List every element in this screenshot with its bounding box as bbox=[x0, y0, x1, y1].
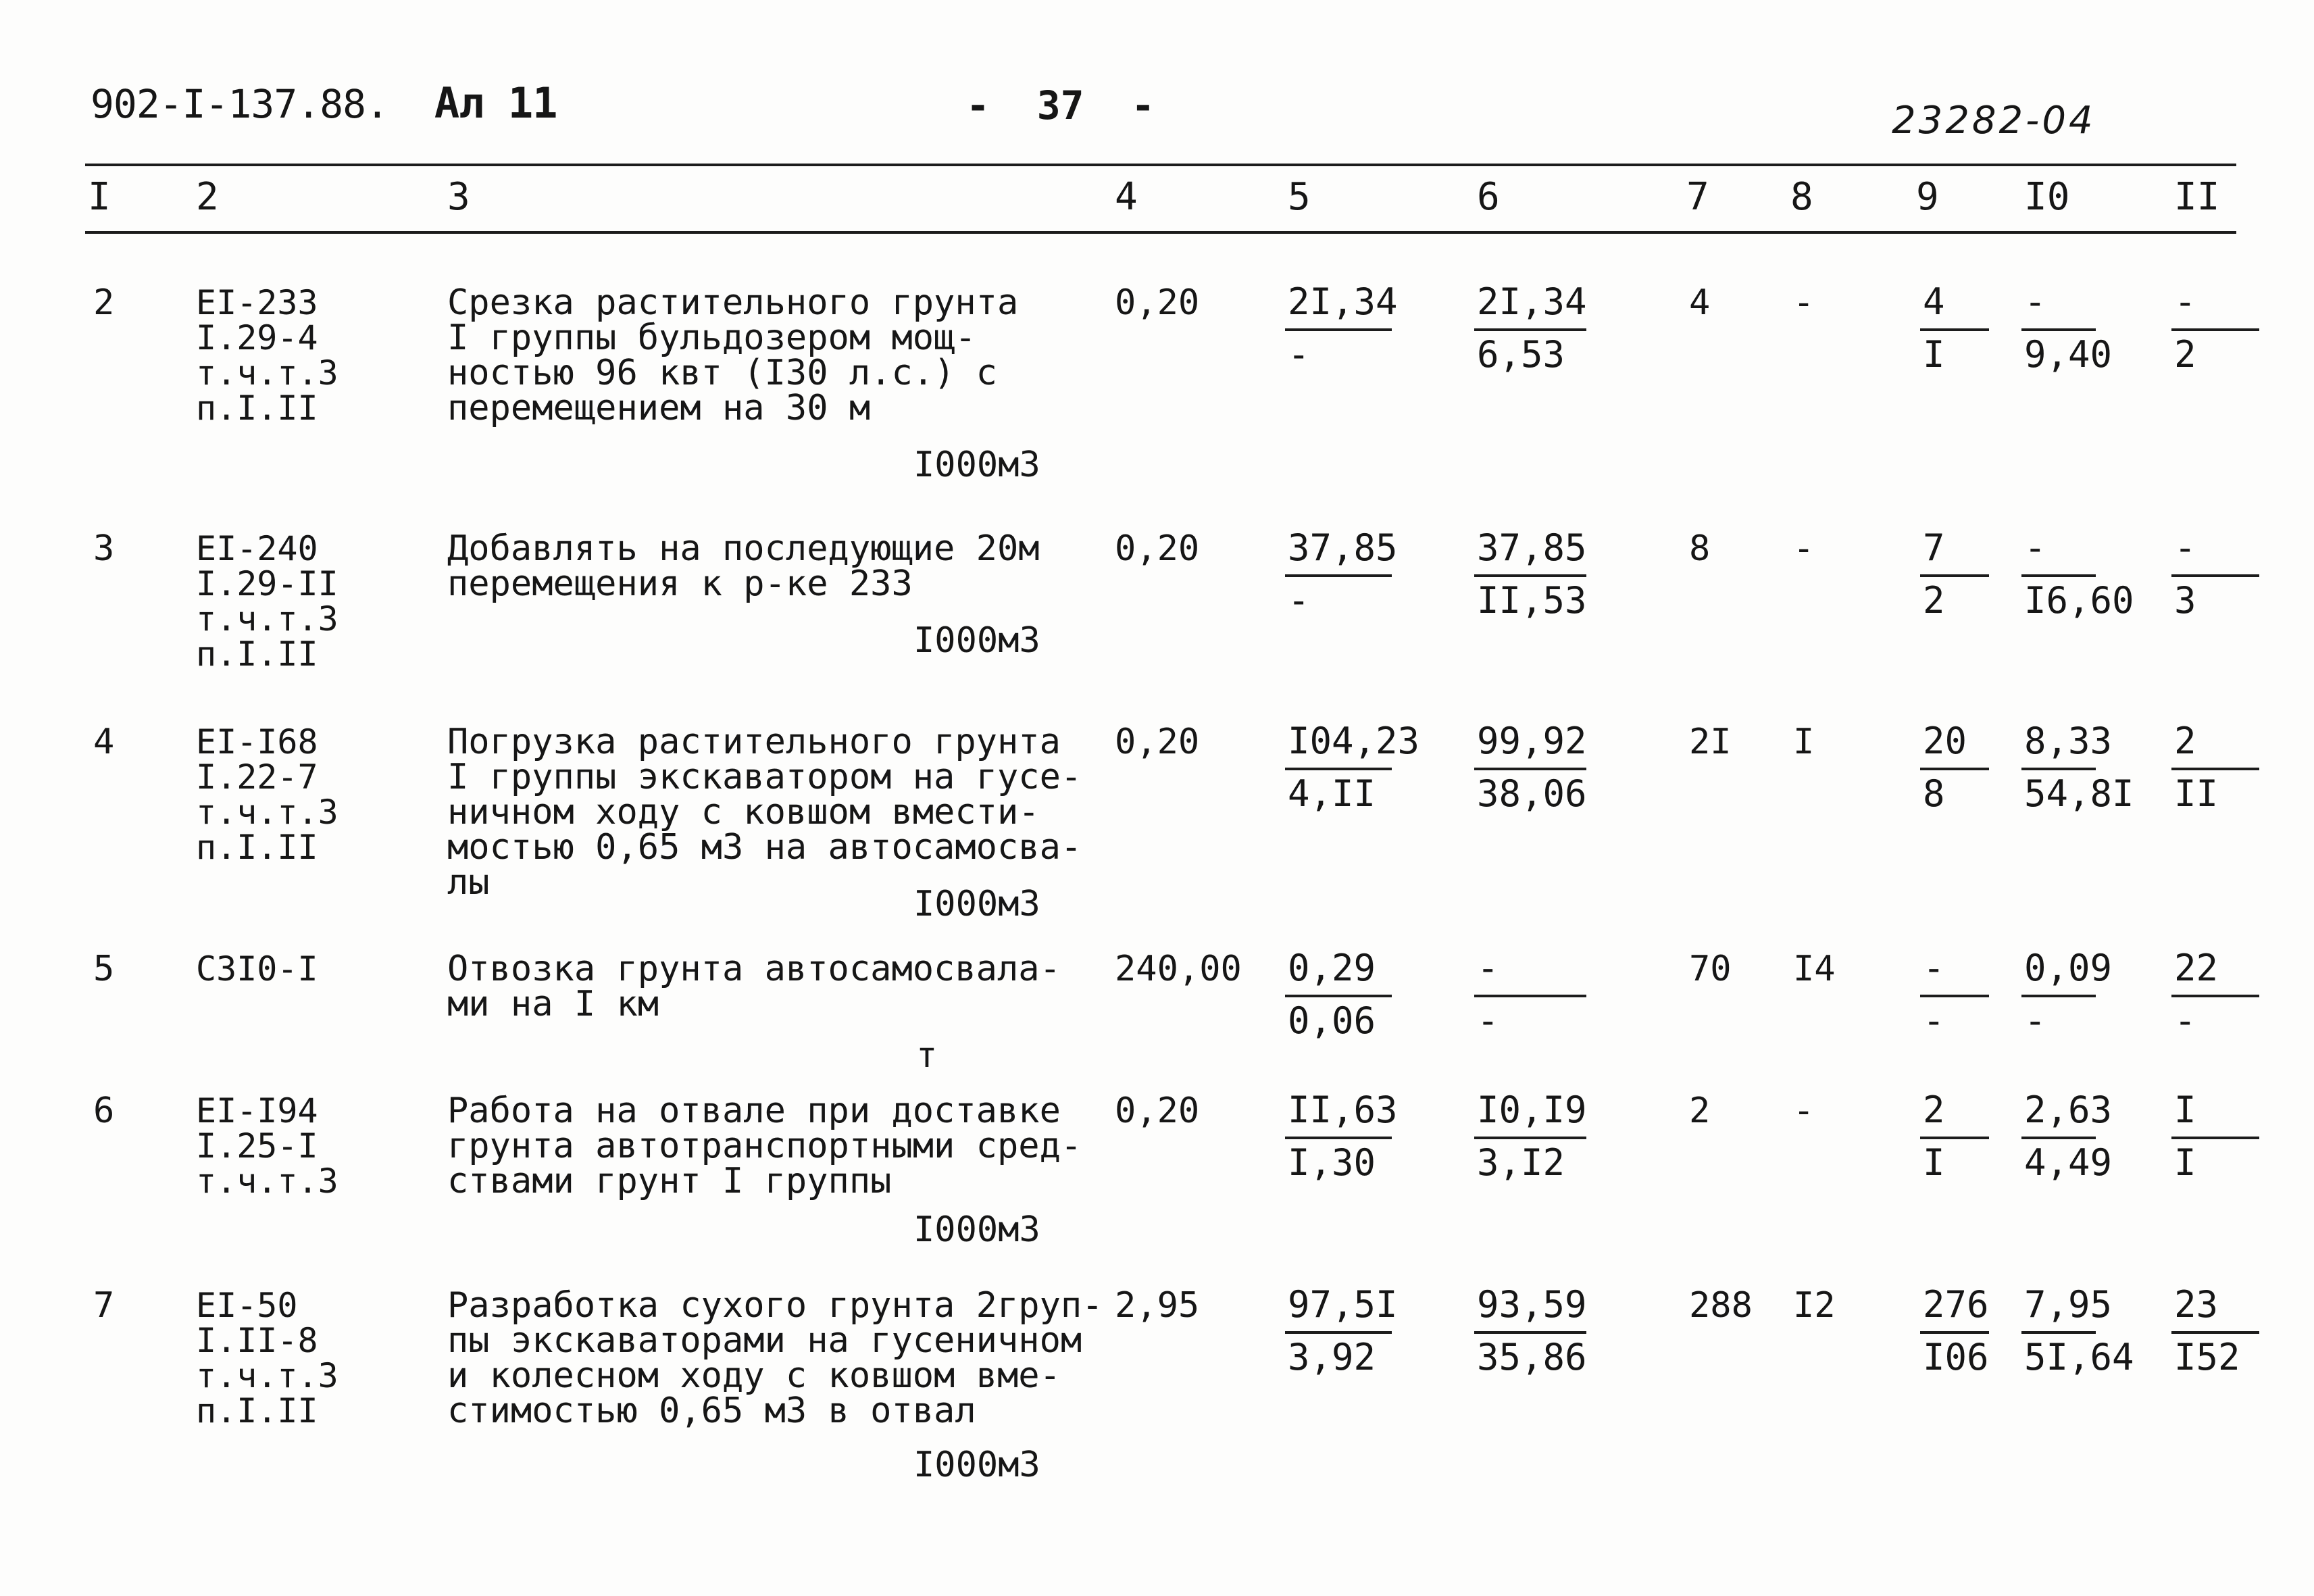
fraction-c10 bbox=[2024, 526, 2134, 622]
fraction-bar bbox=[1285, 768, 1392, 770]
quantity: 0,20 bbox=[1115, 1091, 1200, 1131]
fraction-denominator: I bbox=[1923, 1141, 1945, 1184]
fraction-denominator: - bbox=[1923, 999, 1945, 1042]
fraction-denominator: II,53 bbox=[1477, 579, 1587, 622]
row-number: 7 bbox=[93, 1285, 115, 1326]
fraction-denominator: 0,06 bbox=[1288, 999, 1376, 1042]
fraction-bar bbox=[2171, 574, 2259, 577]
fraction-denominator: I bbox=[1923, 333, 1945, 376]
quantity: 0,20 bbox=[1115, 528, 1200, 569]
sheet-label: Ал 11 bbox=[434, 78, 557, 128]
work-description: Работа на отвале при доставке грунта автотранспортными сред- ствами грунт I группы bbox=[447, 1091, 1082, 1201]
col-8-value: I4 bbox=[1793, 949, 1836, 989]
unit-of-measure: т bbox=[916, 1035, 938, 1076]
fraction-bar bbox=[2171, 768, 2259, 770]
fraction-bar bbox=[1474, 574, 1586, 577]
column-header-7: 7 bbox=[1686, 175, 1709, 219]
fraction-bar bbox=[1285, 1331, 1392, 1334]
fraction-numerator: 99,92 bbox=[1477, 720, 1587, 762]
norm-code: EI-240 I.29-II т.ч.т.3 п.I.II bbox=[196, 529, 338, 674]
column-header-2: 2 bbox=[196, 175, 219, 219]
header-bottom-rule bbox=[85, 231, 2236, 234]
fraction-bar bbox=[1920, 328, 1989, 331]
fraction-c11 bbox=[2174, 526, 2196, 622]
work-description: Отвозка грунта автосамосвала- ми на I км bbox=[447, 949, 1061, 1024]
unit-of-measure: I000м3 bbox=[913, 620, 1040, 661]
fraction-numerator: - bbox=[2024, 526, 2046, 569]
fraction-bar bbox=[1285, 574, 1392, 577]
fraction-numerator: 93,59 bbox=[1477, 1283, 1587, 1326]
fraction-denominator: 35,86 bbox=[1477, 1336, 1587, 1378]
fraction-c11 bbox=[2174, 280, 2196, 376]
fraction-c5 bbox=[1288, 1089, 1398, 1184]
col-7-value: 2 bbox=[1689, 1091, 1711, 1131]
norm-code: EI-I68 I.22-7 т.ч.т.3 п.I.II bbox=[196, 722, 338, 867]
fraction-c9 bbox=[1923, 280, 1945, 376]
fraction-numerator: I bbox=[2174, 1089, 2196, 1131]
column-header-11: II bbox=[2174, 175, 2220, 219]
column-header-8: 8 bbox=[1790, 175, 1813, 219]
unit-of-measure: I000м3 bbox=[913, 445, 1040, 485]
fraction-bar bbox=[2021, 1331, 2096, 1334]
fraction-numerator: 22 bbox=[2174, 947, 2219, 989]
fraction-numerator: 2I,34 bbox=[1288, 280, 1398, 323]
fraction-bar bbox=[2021, 768, 2096, 770]
norm-code: EI-233 I.29-4 т.ч.т.3 п.I.II bbox=[196, 283, 338, 428]
fraction-c9 bbox=[1923, 720, 1967, 815]
fraction-numerator: 276 bbox=[1923, 1283, 1989, 1326]
fraction-numerator: I04,23 bbox=[1288, 720, 1420, 762]
fraction-bar bbox=[1920, 995, 1989, 997]
fraction-denominator: - bbox=[1288, 579, 1310, 622]
fraction-c5 bbox=[1288, 720, 1420, 815]
fraction-c6 bbox=[1477, 280, 1587, 376]
row-number: 4 bbox=[93, 722, 115, 762]
fraction-c6 bbox=[1477, 1283, 1587, 1378]
fraction-c10 bbox=[2024, 280, 2113, 376]
fraction-c5 bbox=[1288, 526, 1398, 622]
fraction-denominator: - bbox=[1477, 999, 1499, 1042]
fraction-denominator: 3,92 bbox=[1288, 1336, 1376, 1378]
fraction-bar bbox=[1920, 1331, 1989, 1334]
col-7-value: 2I bbox=[1689, 722, 1732, 762]
fraction-numerator: 7 bbox=[1923, 526, 1945, 569]
fraction-numerator: - bbox=[2174, 526, 2196, 569]
column-header-10: I0 bbox=[2024, 175, 2070, 219]
fraction-numerator: 4 bbox=[1923, 280, 1945, 323]
fraction-bar bbox=[1285, 328, 1392, 331]
col-8-value: - bbox=[1793, 282, 1815, 323]
fraction-c6 bbox=[1477, 1089, 1587, 1184]
fraction-bar bbox=[1285, 1137, 1392, 1139]
fraction-denominator: 8 bbox=[1923, 772, 1945, 815]
page-number: - 37 - bbox=[966, 82, 1155, 128]
fraction-denominator: - bbox=[2174, 999, 2196, 1042]
register-number: 23282-04 bbox=[1892, 99, 2096, 143]
fraction-bar bbox=[1474, 995, 1586, 997]
fraction-c5 bbox=[1288, 280, 1398, 376]
fraction-c10 bbox=[2024, 1283, 2134, 1378]
row-number: 5 bbox=[93, 949, 115, 989]
fraction-denominator: I52 bbox=[2174, 1336, 2240, 1378]
fraction-numerator: 97,5I bbox=[1288, 1283, 1398, 1326]
col-8-value: - bbox=[1793, 1091, 1815, 1131]
fraction-numerator: I0,I9 bbox=[1477, 1089, 1587, 1131]
column-header-9: 9 bbox=[1916, 175, 1939, 219]
fraction-bar bbox=[2021, 1137, 2096, 1139]
fraction-denominator: I,30 bbox=[1288, 1141, 1376, 1184]
fraction-denominator: 2 bbox=[2174, 333, 2196, 376]
fraction-numerator: 37,85 bbox=[1477, 526, 1587, 569]
quantity: 2,95 bbox=[1115, 1285, 1200, 1326]
fraction-numerator: 2I,34 bbox=[1477, 280, 1587, 323]
quantity: 0,20 bbox=[1115, 722, 1200, 762]
fraction-bar bbox=[2021, 995, 2096, 997]
fraction-numerator: 20 bbox=[1923, 720, 1967, 762]
document-code bbox=[91, 78, 557, 128]
quantity: 240,00 bbox=[1115, 949, 1242, 989]
fraction-denominator: 38,06 bbox=[1477, 772, 1587, 815]
fraction-denominator: I6,60 bbox=[2024, 579, 2134, 622]
fraction-numerator: 2 bbox=[2174, 720, 2196, 762]
column-header-5: 5 bbox=[1288, 175, 1311, 219]
column-header-6: 6 bbox=[1477, 175, 1500, 219]
work-description: Разработка сухого грунта 2груп- пы экскаваторами на гусеничном и колесном ходу с ковшом вме- стимостью 0,65 м3 в отвал bbox=[447, 1285, 1103, 1431]
unit-of-measure: I000м3 bbox=[913, 884, 1040, 924]
fraction-bar bbox=[2171, 1331, 2259, 1334]
fraction-denominator: 9,40 bbox=[2024, 333, 2113, 376]
fraction-denominator: - bbox=[2024, 999, 2046, 1042]
fraction-denominator: 5I,64 bbox=[2024, 1336, 2134, 1378]
fraction-c6 bbox=[1477, 720, 1587, 815]
fraction-numerator: 2,63 bbox=[2024, 1089, 2113, 1131]
col-7-value: 288 bbox=[1689, 1285, 1753, 1326]
col-8-value: I2 bbox=[1793, 1285, 1836, 1326]
fraction-denominator: 54,8I bbox=[2024, 772, 2134, 815]
fraction-numerator: 7,95 bbox=[2024, 1283, 2113, 1326]
fraction-numerator: 8,33 bbox=[2024, 720, 2113, 762]
fraction-numerator: 2 bbox=[1923, 1089, 1945, 1131]
row-number: 3 bbox=[93, 528, 115, 569]
fraction-denominator: 2 bbox=[1923, 579, 1945, 622]
fraction-c5 bbox=[1288, 1283, 1398, 1378]
unit-of-measure: I000м3 bbox=[913, 1445, 1040, 1485]
fraction-denominator: 3,I2 bbox=[1477, 1141, 1565, 1184]
doc-code: 902-I-137.88. bbox=[91, 81, 388, 127]
fraction-numerator: 23 bbox=[2174, 1283, 2219, 1326]
fraction-numerator: 37,85 bbox=[1288, 526, 1398, 569]
fraction-bar bbox=[1920, 574, 1989, 577]
quantity: 0,20 bbox=[1115, 282, 1200, 323]
fraction-c10 bbox=[2024, 947, 2113, 1042]
fraction-numerator: - bbox=[2024, 280, 2046, 323]
fraction-c11 bbox=[2174, 720, 2219, 815]
fraction-bar bbox=[2171, 995, 2259, 997]
fraction-bar bbox=[1474, 1137, 1586, 1139]
row-number: 6 bbox=[93, 1091, 115, 1131]
col-7-value: 70 bbox=[1689, 949, 1732, 989]
fraction-denominator: 6,53 bbox=[1477, 333, 1565, 376]
fraction-c9 bbox=[1923, 947, 1945, 1042]
fraction-bar bbox=[2171, 1137, 2259, 1139]
col-7-value: 8 bbox=[1689, 528, 1711, 569]
fraction-bar bbox=[2021, 328, 2096, 331]
work-description: Погрузка растительного грунта I группы экскаватором на гусе- ничном ходу с ковшом вмести- мостью 0,65 м3 на автосамосва- лы bbox=[447, 722, 1082, 903]
fraction-numerator: 0,29 bbox=[1288, 947, 1376, 989]
fraction-c11 bbox=[2174, 1283, 2240, 1378]
fraction-numerator: - bbox=[1477, 947, 1499, 989]
fraction-c6 bbox=[1477, 526, 1587, 622]
fraction-c11 bbox=[2174, 947, 2219, 1042]
norm-code: C3I0-I bbox=[196, 949, 318, 989]
fraction-c9 bbox=[1923, 1089, 1945, 1184]
fraction-bar bbox=[1920, 1137, 1989, 1139]
fraction-denominator: II bbox=[2174, 772, 2219, 815]
fraction-c9 bbox=[1923, 526, 1945, 622]
fraction-denominator: - bbox=[1288, 333, 1310, 376]
row-number: 2 bbox=[93, 282, 115, 323]
fraction-bar bbox=[2171, 328, 2259, 331]
fraction-bar bbox=[1285, 995, 1392, 997]
fraction-bar bbox=[1920, 768, 1989, 770]
fraction-numerator: 0,09 bbox=[2024, 947, 2113, 989]
col-8-value: - bbox=[1793, 528, 1815, 569]
fraction-denominator: 4,II bbox=[1288, 772, 1376, 815]
col-8-value: I bbox=[1793, 722, 1815, 762]
fraction-c6 bbox=[1477, 947, 1499, 1042]
fraction-numerator: - bbox=[2174, 280, 2196, 323]
fraction-c9 bbox=[1923, 1283, 1989, 1378]
fraction-c11 bbox=[2174, 1089, 2196, 1184]
header-top-rule bbox=[85, 164, 2236, 166]
col-7-value: 4 bbox=[1689, 282, 1711, 323]
column-header-1: I bbox=[88, 175, 111, 219]
column-header-3: 3 bbox=[447, 175, 470, 219]
fraction-bar bbox=[1474, 1331, 1586, 1334]
fraction-denominator: I06 bbox=[1923, 1336, 1989, 1378]
fraction-c10 bbox=[2024, 1089, 2113, 1184]
fraction-numerator: - bbox=[1923, 947, 1945, 989]
work-description: Срезка растительного грунта I группы бульдозером мощ- ностью 96 квт (I30 л.с.) с перемещением на 30 м bbox=[447, 282, 1019, 428]
work-description: Добавлять на последующие 20м перемещения к р-ке 233 bbox=[447, 528, 1040, 604]
norm-code: EI-50 I.II-8 т.ч.т.3 п.I.II bbox=[196, 1286, 338, 1430]
fraction-c10 bbox=[2024, 720, 2134, 815]
column-header-4: 4 bbox=[1115, 175, 1138, 219]
fraction-bar bbox=[2021, 574, 2096, 577]
fraction-bar bbox=[1474, 328, 1586, 331]
fraction-bar bbox=[1474, 768, 1586, 770]
fraction-denominator: 4,49 bbox=[2024, 1141, 2113, 1184]
fraction-denominator: I bbox=[2174, 1141, 2196, 1184]
fraction-denominator: 3 bbox=[2174, 579, 2196, 622]
fraction-c5 bbox=[1288, 947, 1376, 1042]
unit-of-measure: I000м3 bbox=[913, 1210, 1040, 1250]
norm-code: EI-I94 I.25-I т.ч.т.3 bbox=[196, 1091, 338, 1201]
fraction-numerator: II,63 bbox=[1288, 1089, 1398, 1131]
